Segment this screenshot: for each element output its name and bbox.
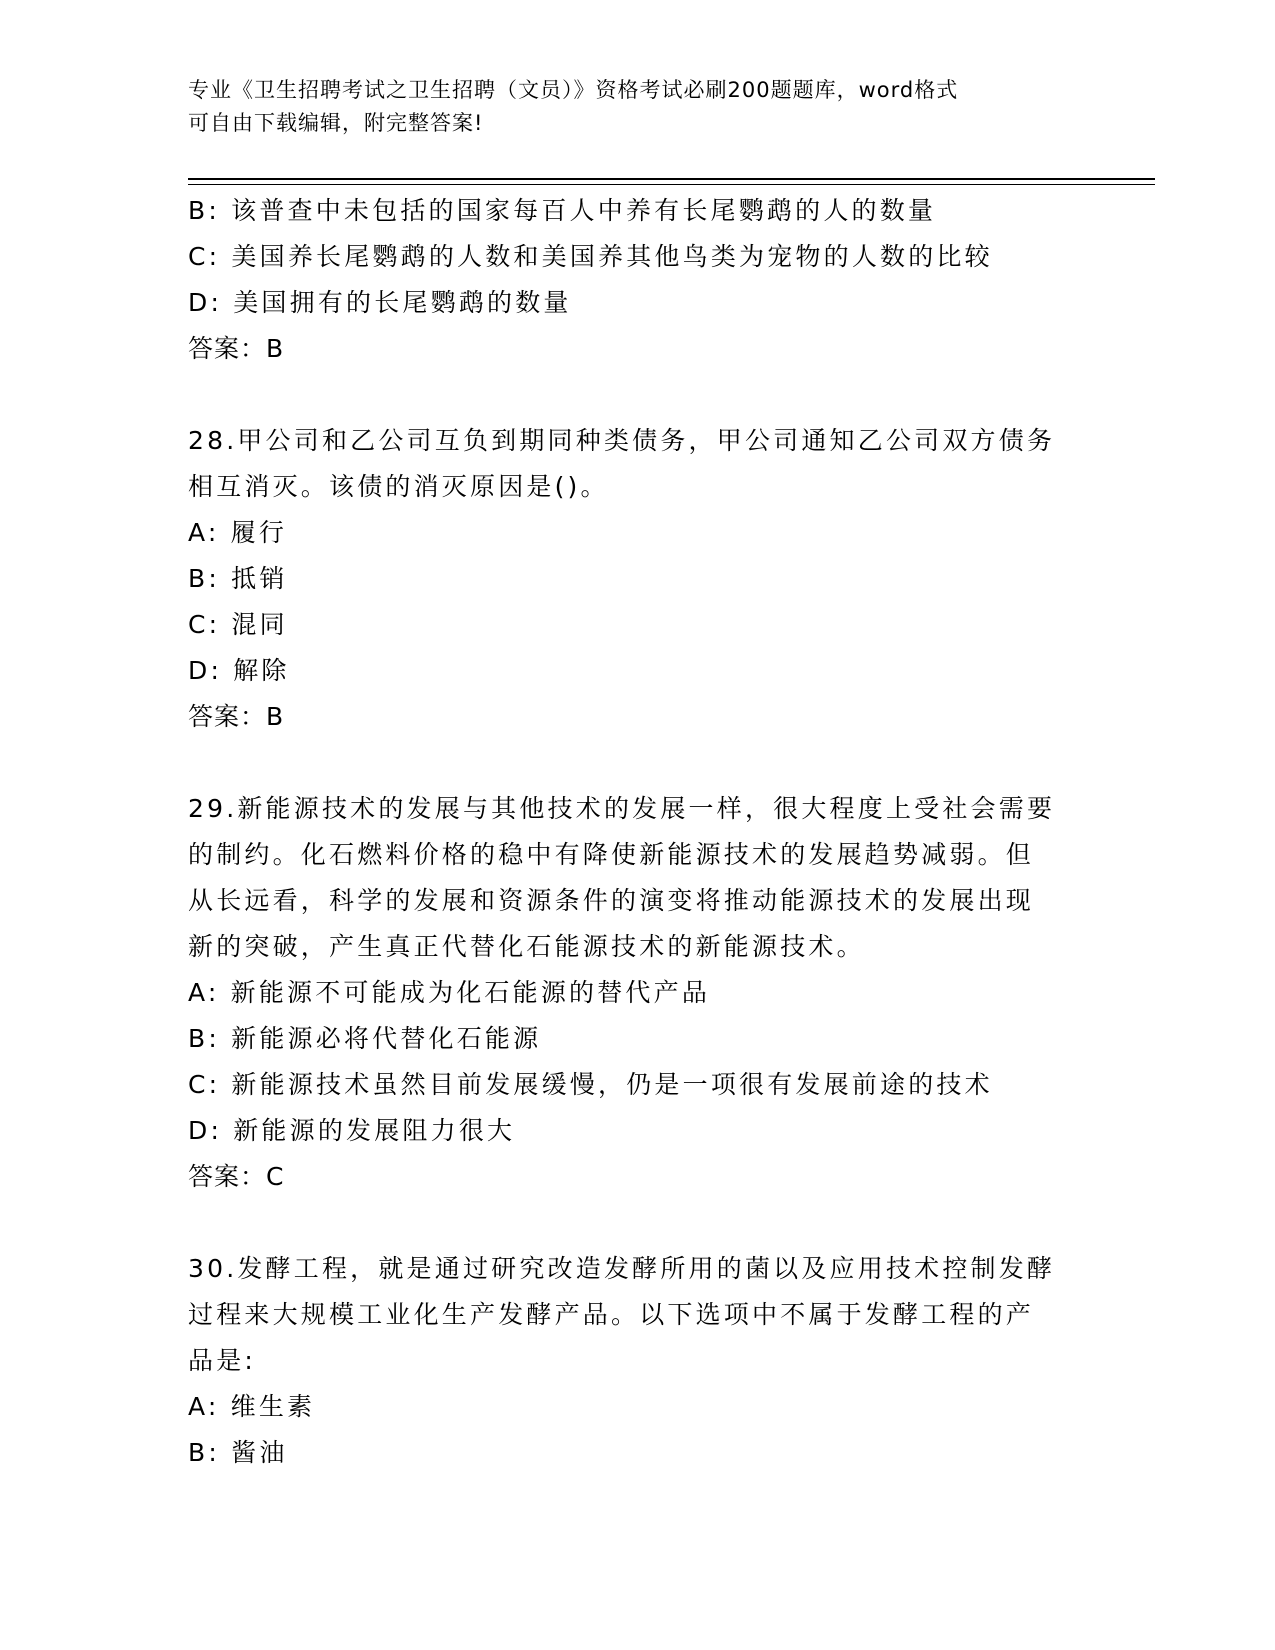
answer-line: 答案：B [188, 334, 285, 363]
question-stem-line: 新的突破，产生真正代替化石能源技术的新能源技术。 [188, 932, 865, 961]
option-d: D: 新能源的发展阻力很大 [188, 1116, 516, 1145]
answer-line: 答案：C [188, 1162, 285, 1191]
option-b: B: 抵销 [188, 564, 288, 593]
question-28 [188, 418, 1088, 740]
question-stem-line: 的制约。化石燃料价格的稳中有降使新能源技术的发展趋势减弱。但 [188, 840, 1035, 869]
spacer [188, 372, 1088, 418]
question-stem-line: 相互消灭。该债的消灭原因是()。 [188, 472, 609, 501]
spacer [188, 1200, 1088, 1246]
question-stem-line: 品是: [188, 1346, 257, 1375]
question-stem-line: 从长远看，科学的发展和资源条件的演变将推动能源技术的发展出现 [188, 886, 1035, 915]
question-30 [188, 1246, 1088, 1476]
spacer [188, 740, 1088, 786]
question-27-continued [188, 188, 1088, 372]
option-c: C: 新能源技术虽然目前发展缓慢，仍是一项很有发展前途的技术 [188, 1070, 993, 1099]
question-stem-line: 30.发酵工程，就是通过研究改造发酵所用的菌以及应用技术控制发酵 [188, 1254, 1056, 1283]
option-c: C: 美国养长尾鹦鹉的人数和美国养其他鸟类为宠物的人数的比较 [188, 242, 993, 271]
document-header [188, 74, 1088, 140]
option-b: B: 新能源必将代替化石能源 [188, 1024, 542, 1053]
option-a: A: 新能源不可能成为化石能源的替代产品 [188, 978, 711, 1007]
header-title-line-1: 专业《卫生招聘考试之卫生招聘（文员）》资格考试必刷200题题库，word格式 [188, 78, 959, 102]
option-c: C: 混同 [188, 610, 288, 639]
question-stem-line: 29.新能源技术的发展与其他技术的发展一样，很大程度上受社会需要 [188, 794, 1056, 823]
option-b: B: 酱油 [188, 1438, 288, 1467]
option-a: A: 维生素 [188, 1392, 316, 1421]
question-stem-line: 28.甲公司和乙公司互负到期同种类债务，甲公司通知乙公司双方债务 [188, 426, 1056, 455]
header-title-line-2: 可自由下载编辑，附完整答案! [188, 111, 484, 135]
option-d: D: 解除 [188, 656, 290, 685]
option-d: D: 美国拥有的长尾鹦鹉的数量 [188, 288, 572, 317]
option-a: A: 履行 [188, 518, 288, 547]
header-divider-thin [188, 184, 1155, 185]
header-divider-thick [188, 178, 1155, 180]
option-b: B: 该普查中未包括的国家每百人中养有长尾鹦鹉的人的数量 [188, 196, 937, 225]
answer-line: 答案：B [188, 702, 285, 731]
question-list [188, 188, 1088, 1476]
question-stem-line: 过程来大规模工业化生产发酵产品。以下选项中不属于发酵工程的产 [188, 1300, 1035, 1329]
question-29 [188, 786, 1088, 1200]
